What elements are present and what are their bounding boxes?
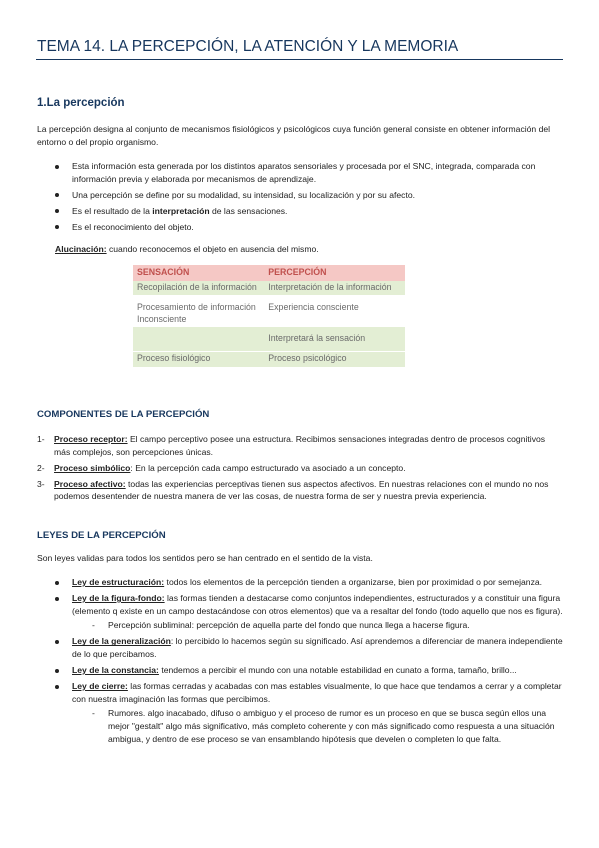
bullet-item: Esta información esta generada por los distintos aparatos sensoriales y procesada por el SNC, integrada, comparada con información previa y elaborada por mecanismos de aprendizaje. — [72, 160, 562, 185]
intro-paragraph: La percepción designa al conjunto de mecanismos fisiológicos y psicológicos cuya función general consiste en obtener información del entorno o del propio organismo. — [37, 124, 551, 147]
table-row — [133, 327, 405, 351]
component-term: Proceso receptor: — [54, 434, 128, 444]
table-row — [133, 295, 405, 327]
table-cell: Recopilación de la información — [133, 281, 264, 296]
table-cell: Proceso psicológico — [264, 351, 405, 366]
bullet-item: Es el reconocimiento del objeto. — [72, 221, 562, 234]
laws-heading: LEYES DE LA PERCEPCIÓN — [37, 530, 166, 541]
list-item: Ley de la generalización: lo percibido lo hacemos según su significado. Así aprendemos a diferenciar de manera independiente de lo que percibamos. — [72, 636, 563, 659]
list-item: 1- Proceso receptor: El campo perceptivo posee una estructura. Recibimos sensaciones integradas dentro de procesos cognitivos más complejos, son percepciones únicas. — [37, 434, 546, 457]
sub-list-item: - Percepción subliminal: percepción de aquella parte del fondo que nunca llega a hacerse figura. — [108, 619, 564, 632]
sub-list — [72, 707, 564, 745]
law-term: Ley de la constancia: — [72, 665, 159, 676]
title-underline — [36, 59, 563, 60]
table-row — [133, 351, 405, 366]
component-term: Proceso simbólico — [54, 462, 131, 473]
table-cell: Experiencia consciente — [264, 295, 405, 327]
document-title: TEMA 14. LA PERCEPCIÓN, LA ATENCIÓN Y LA MEMORIA — [37, 38, 459, 55]
sensacion-percepcion-table — [133, 265, 405, 367]
table-cell — [133, 327, 264, 351]
table-cell: Procesamiento de información Inconsciente — [133, 295, 264, 327]
bullet-item: Una percepción se define por su modalidad, su intensidad, su localización y por su afecto. — [72, 189, 562, 202]
law-term: Ley de estructuración: — [72, 577, 165, 587]
alucinacion-definition: Alucinación: cuando reconocemos el objeto en ausencia del mismo. — [55, 244, 319, 254]
percepcion-bullet-list — [72, 160, 562, 237]
table-cell: Interpretará la sensación — [264, 327, 405, 351]
list-item: 3- Proceso afectivo: todas las experiencias perceptivas tienen sus aspectos afectivos. En nuestras relaciones con el mundo no nos podemos desentender de nuestra manera de ver las cosas, de nuestra forma de ser y nuestra previa experiencia. — [37, 478, 549, 502]
list-item: Ley de la constancia: tendemos a percibir el mundo con una notable estabilidad en cunato a forma, tamaño, brillo... — [72, 664, 564, 677]
law-term: Ley de la figura-fondo: — [72, 593, 165, 604]
table-cell: Interpretación de la información — [264, 281, 405, 296]
sub-list — [72, 619, 564, 632]
sub-list-item: - Rumores. algo inacabado, difuso o ambiguo y el proceso de rumor es un proceso en que se busca según ellos una mejor "gestalt" algo más significativo, más completo coherente y con más significado como respuesta a una situación ambigua, y dentro de ese proceso se van ensamblando hipótesis que develen o completen lo que falta. — [108, 707, 564, 745]
list-item: Ley de estructuración: todos los elementos de la percepción tienden a organizarse, bien por proximidad o por semejanza. — [72, 576, 564, 589]
table-cell: Proceso fisiológico — [133, 351, 264, 366]
section-heading-percepcion: 1.La percepción — [37, 97, 125, 109]
list-item: Ley de cierre: las formas cerradas y acabadas con mas estables visualmente, lo que hace que tendamos a cerrar y a completar con nuestra imaginación las formas que percibimos. - Rumores. algo inacabado, difuso o ambiguo y el proceso de rumor es un proceso en que se busca según ellos una mejor "gestalt" algo más significativo, más completo coherente y con más significado como respuesta a una situación ambigua, y dentro de ese proceso se van ensamblando hipótesis que develen o completen lo que falta. — [72, 680, 564, 745]
bold-term: interpretación — [152, 205, 210, 216]
table-row — [133, 281, 405, 296]
laws-list — [72, 576, 564, 749]
law-term: Ley de la generalización — [72, 636, 171, 647]
table-header-row — [133, 265, 405, 281]
components-heading: COMPONENTES DE LA PERCEPCIÓN — [37, 409, 210, 420]
list-item: Ley de la figura-fondo: las formas tienden a destacarse como conjuntos independientes, estructurados y a constituir una figura (elemento q existe en un campo destacándose con otros elementos) que va a resaltar del fondo (todo aquello que nos es figura). - Percepción subliminal: percepción de aquella parte del fondo que nunca llega a hacerse figura. — [72, 592, 564, 632]
component-term: Proceso afectivo: — [54, 478, 126, 489]
bullet-item: Es el resultado de la interpretación de las sensaciones. — [72, 205, 562, 218]
alucinacion-term: Alucinación: — [55, 244, 107, 254]
law-term: Ley de cierre: — [72, 681, 128, 692]
laws-intro: Son leyes validas para todos los sentidos pero se han centrado en el sentido de la vista. — [37, 553, 373, 563]
table-header-cell: PERCEPCIÓN — [264, 265, 405, 281]
table-header-cell: SENSACIÓN — [133, 265, 264, 281]
list-item: 2- Proceso simbólico: En la percepción cada campo estructurado va asociado a un concepto. — [37, 462, 406, 473]
components-list — [37, 433, 562, 506]
